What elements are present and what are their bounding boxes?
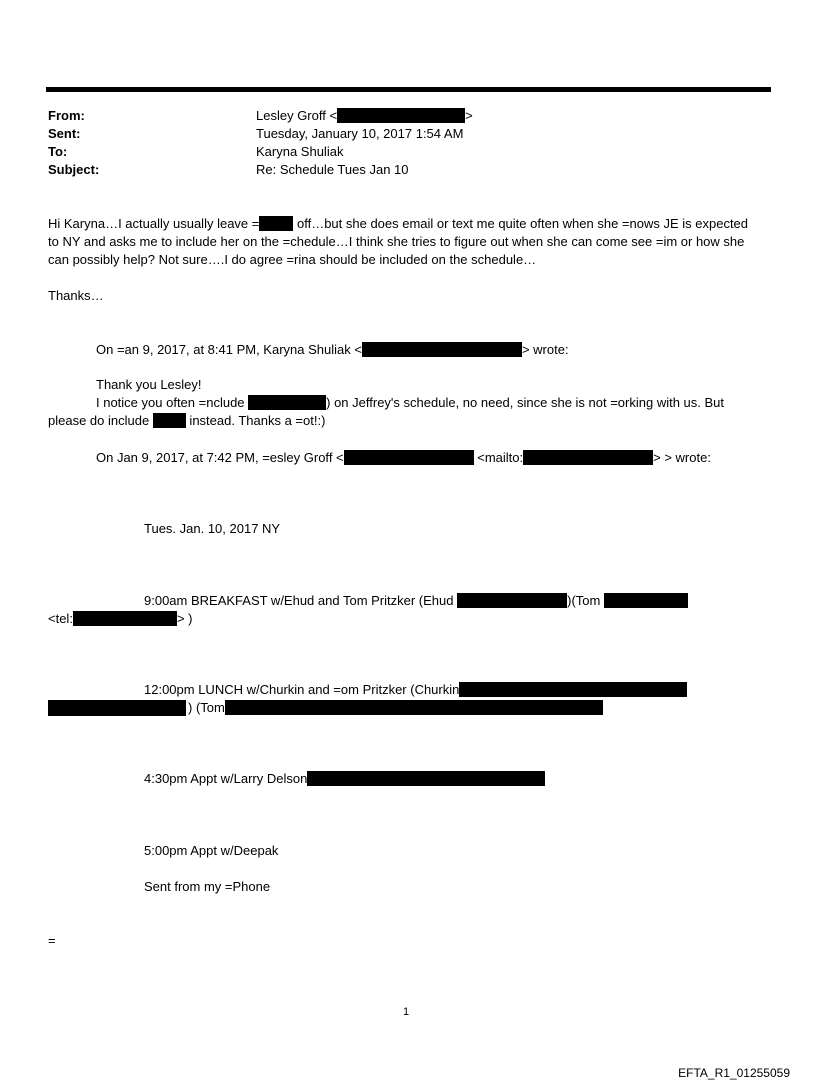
redaction-box bbox=[523, 450, 653, 465]
bates-number: EFTA_R1_01255059 bbox=[678, 1066, 790, 1080]
redaction-box bbox=[153, 413, 186, 428]
redaction-box bbox=[259, 216, 293, 231]
redaction-box bbox=[604, 593, 688, 608]
schedule-item bbox=[144, 593, 688, 609]
text-run: 9:00am BREAKFAST w/Ehud and Tom Pritzker (Ehud bbox=[144, 593, 458, 608]
page-number: 1 bbox=[403, 1006, 410, 1018]
text-run: please do include bbox=[48, 413, 153, 428]
text-run: On =an 9, 2017, at 8:41 PM, Karyna Shuliak < bbox=[96, 342, 362, 357]
redaction-box bbox=[337, 108, 465, 123]
sent-label: Sent: bbox=[48, 126, 81, 141]
schedule-item bbox=[144, 771, 545, 787]
redaction-box bbox=[248, 395, 326, 410]
text-run: On Jan 9, 2017, at 7:42 PM, =esley Groff < bbox=[96, 450, 344, 465]
from-close: > bbox=[465, 108, 473, 123]
to-value: Karyna Shuliak bbox=[256, 144, 344, 159]
quote-line: Thank you Lesley! bbox=[96, 377, 202, 392]
text-run: ) on Jeffrey's schedule, no need, since she is not =orking with us. But bbox=[326, 395, 725, 410]
text-run: 12:00pm LUNCH w/Churkin and =om Pritzker (Churkin bbox=[144, 682, 460, 697]
redaction-box bbox=[362, 342, 522, 357]
text-run: Hi Karyna…I actually usually leave = bbox=[48, 216, 260, 231]
text-run: instead. Thanks a =ot!:) bbox=[185, 413, 326, 428]
schedule-item bbox=[144, 682, 687, 698]
redaction-box bbox=[48, 700, 186, 716]
from-name: Lesley Groff < bbox=[256, 108, 338, 123]
quote-line bbox=[48, 413, 325, 429]
text-run: > ) bbox=[176, 611, 193, 626]
text-run: ) (Tom bbox=[188, 700, 225, 715]
body-line: can possibly help? Not sure….I do agree =rina should be included on the schedule… bbox=[48, 252, 537, 267]
text-run: > > wrote: bbox=[653, 450, 711, 465]
quote-header bbox=[96, 450, 711, 466]
text-run: I notice you often =nclude bbox=[96, 395, 249, 410]
redaction-box bbox=[459, 682, 687, 697]
signature-line: Sent from my =Phone bbox=[144, 879, 271, 894]
schedule-item-cont bbox=[48, 611, 192, 627]
text-run: > wrote: bbox=[521, 342, 569, 357]
text-run: 4:30pm Appt w/Larry Delson bbox=[144, 771, 308, 786]
redaction-box bbox=[307, 771, 545, 786]
subject-value: Re: Schedule Tues Jan 10 bbox=[256, 162, 409, 177]
to-label: To: bbox=[48, 144, 68, 159]
schedule-item-cont bbox=[188, 700, 603, 716]
trailing-equals: = bbox=[48, 933, 56, 948]
quote-header bbox=[96, 342, 569, 358]
schedule-title: Tues. Jan. 10, 2017 NY bbox=[144, 521, 281, 536]
text-run: <mailto: bbox=[473, 450, 524, 465]
redaction-box bbox=[225, 700, 603, 715]
body-line: to NY and asks me to include her on the =chedule…I think she tries to figure out when she can come see =im or how she bbox=[48, 234, 745, 249]
schedule-item: 5:00pm Appt w/Deepak bbox=[144, 843, 279, 858]
from-label: From: bbox=[48, 108, 85, 123]
text-run: <tel: bbox=[48, 611, 73, 626]
text-run: off…but she does email or text me quite often when she =nows JE is expected bbox=[293, 216, 749, 231]
header-rule bbox=[46, 87, 771, 92]
body-line bbox=[48, 216, 748, 232]
from-value bbox=[256, 108, 473, 124]
redaction-box bbox=[73, 611, 177, 626]
text-run: )(Tom bbox=[567, 593, 604, 608]
sent-value: Tuesday, January 10, 2017 1:54 AM bbox=[256, 126, 464, 141]
redaction-box bbox=[457, 593, 567, 608]
quote-line bbox=[96, 395, 724, 411]
subject-label: Subject: bbox=[48, 162, 100, 177]
redaction-box bbox=[344, 450, 474, 465]
thanks-line: Thanks… bbox=[48, 288, 104, 303]
